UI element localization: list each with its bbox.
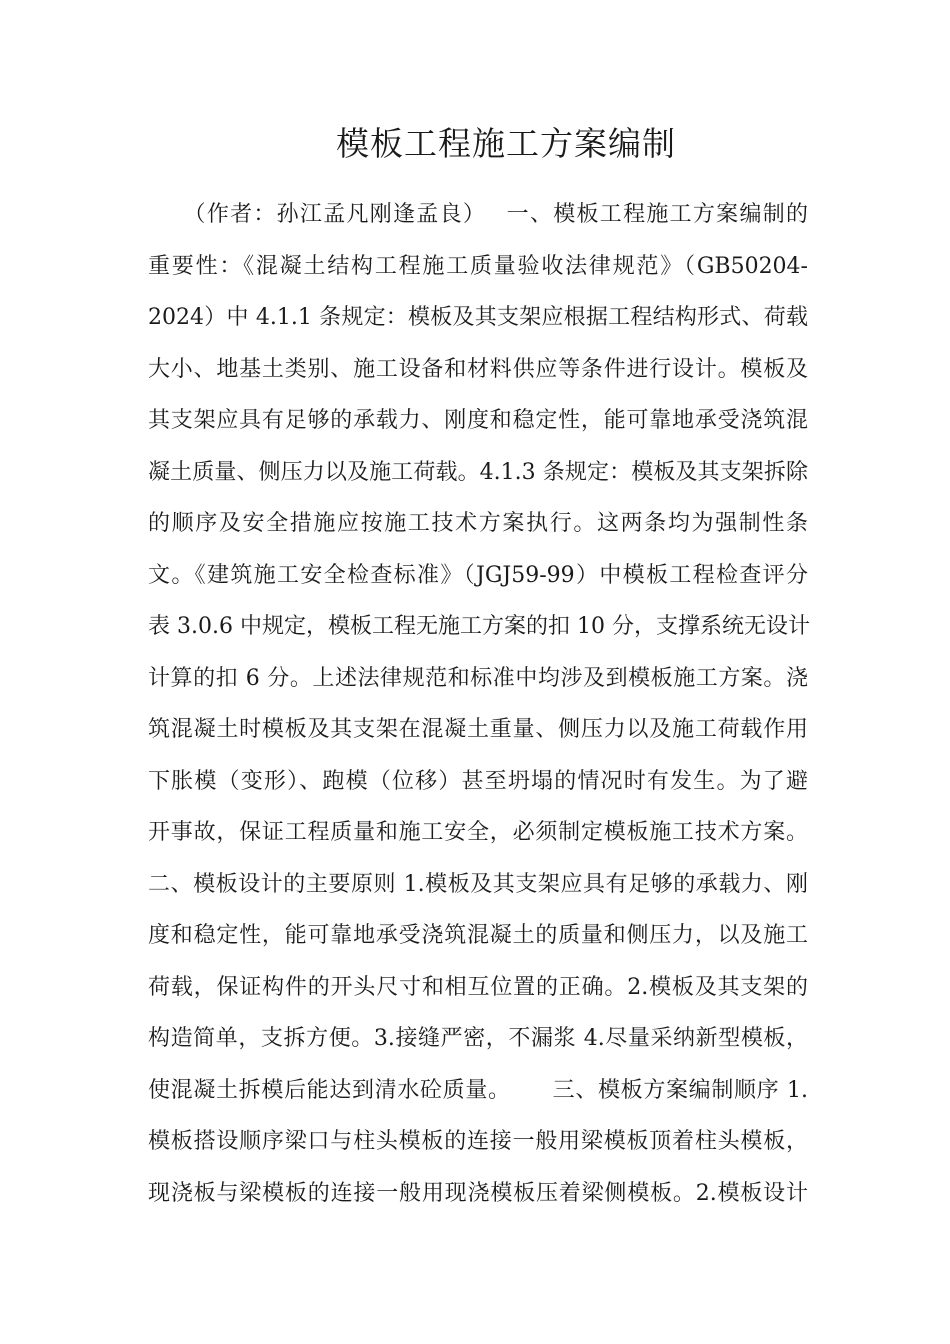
body-line: 的顺序及安全措施应按施工技术方案执行。这两条均为强制性条 (148, 511, 808, 536)
body-line: 重要性：《混凝土结构工程施工质量验收法律规范》（GB50204- (148, 253, 808, 279)
document-body (148, 189, 808, 1219)
body-line: 现浇板与梁模板的连接一般用现浇模板压着梁侧模板。2.模板设计 (148, 1180, 808, 1206)
body-line: 2024）中 4.1.1 条规定：模板及其支架应根据工程结构形式、荷载 (148, 305, 808, 330)
body-line: 构造简单，支拆方便。3.接缝严密，不漏浆 4.尽量采纳新型模板， (148, 1026, 808, 1051)
body-line: 荷载，保证构件的开头尺寸和相互位置的正确。2.模板及其支架的 (148, 974, 808, 1000)
body-line: 下胀模（变形）、跑模（位移）甚至坍塌的情况时有发生。为了避 (148, 768, 808, 794)
document-title: 模板工程施工方案编制 (336, 124, 676, 163)
body-line: 使混凝土拆模后能达到清水砼质量。 三、模板方案编制顺序 1. (148, 1077, 808, 1103)
body-line: （作者：孙江孟凡刚逢孟良） 一、模板工程施工方案编制的 (148, 202, 808, 227)
body-line: 筑混凝土时模板及其支架在混凝土重量、侧压力以及施工荷载作用 (148, 717, 808, 742)
body-line: 度和稳定性，能可靠地承受浇筑混凝土的质量和侧压力，以及施工 (148, 923, 808, 948)
body-line: 其支架应具有足够的承载力、刚度和稳定性，能可靠地承受浇筑混 (148, 408, 808, 433)
body-line: 开事故，保证工程质量和施工安全，必须制定模板施工技术方案。 (148, 820, 808, 845)
body-line: 文。《建筑施工安全检查标准》（JGJ59-99）中模板工程检查评分 (148, 562, 808, 588)
body-line: 大小、地基土类别、施工设备和材料供应等条件进行设计。模板及 (148, 356, 808, 382)
body-line: 模板搭设顺序梁口与柱头模板的连接一般用梁模板顶着柱头模板， (148, 1129, 808, 1154)
body-line: 二、模板设计的主要原则 1.模板及其支架应具有足够的承载力、刚 (148, 871, 808, 897)
body-line: 凝土质量、侧压力以及施工荷载。4.1.3 条规定：模板及其支架拆除 (148, 459, 808, 485)
body-line: 表 3.0.6 中规定，模板工程无施工方案的扣 10 分，支撑系统无设计 (148, 614, 810, 639)
body-line: 计算的扣 6 分。上述法律规范和标准中均涉及到模板施工方案。浇 (148, 665, 808, 691)
